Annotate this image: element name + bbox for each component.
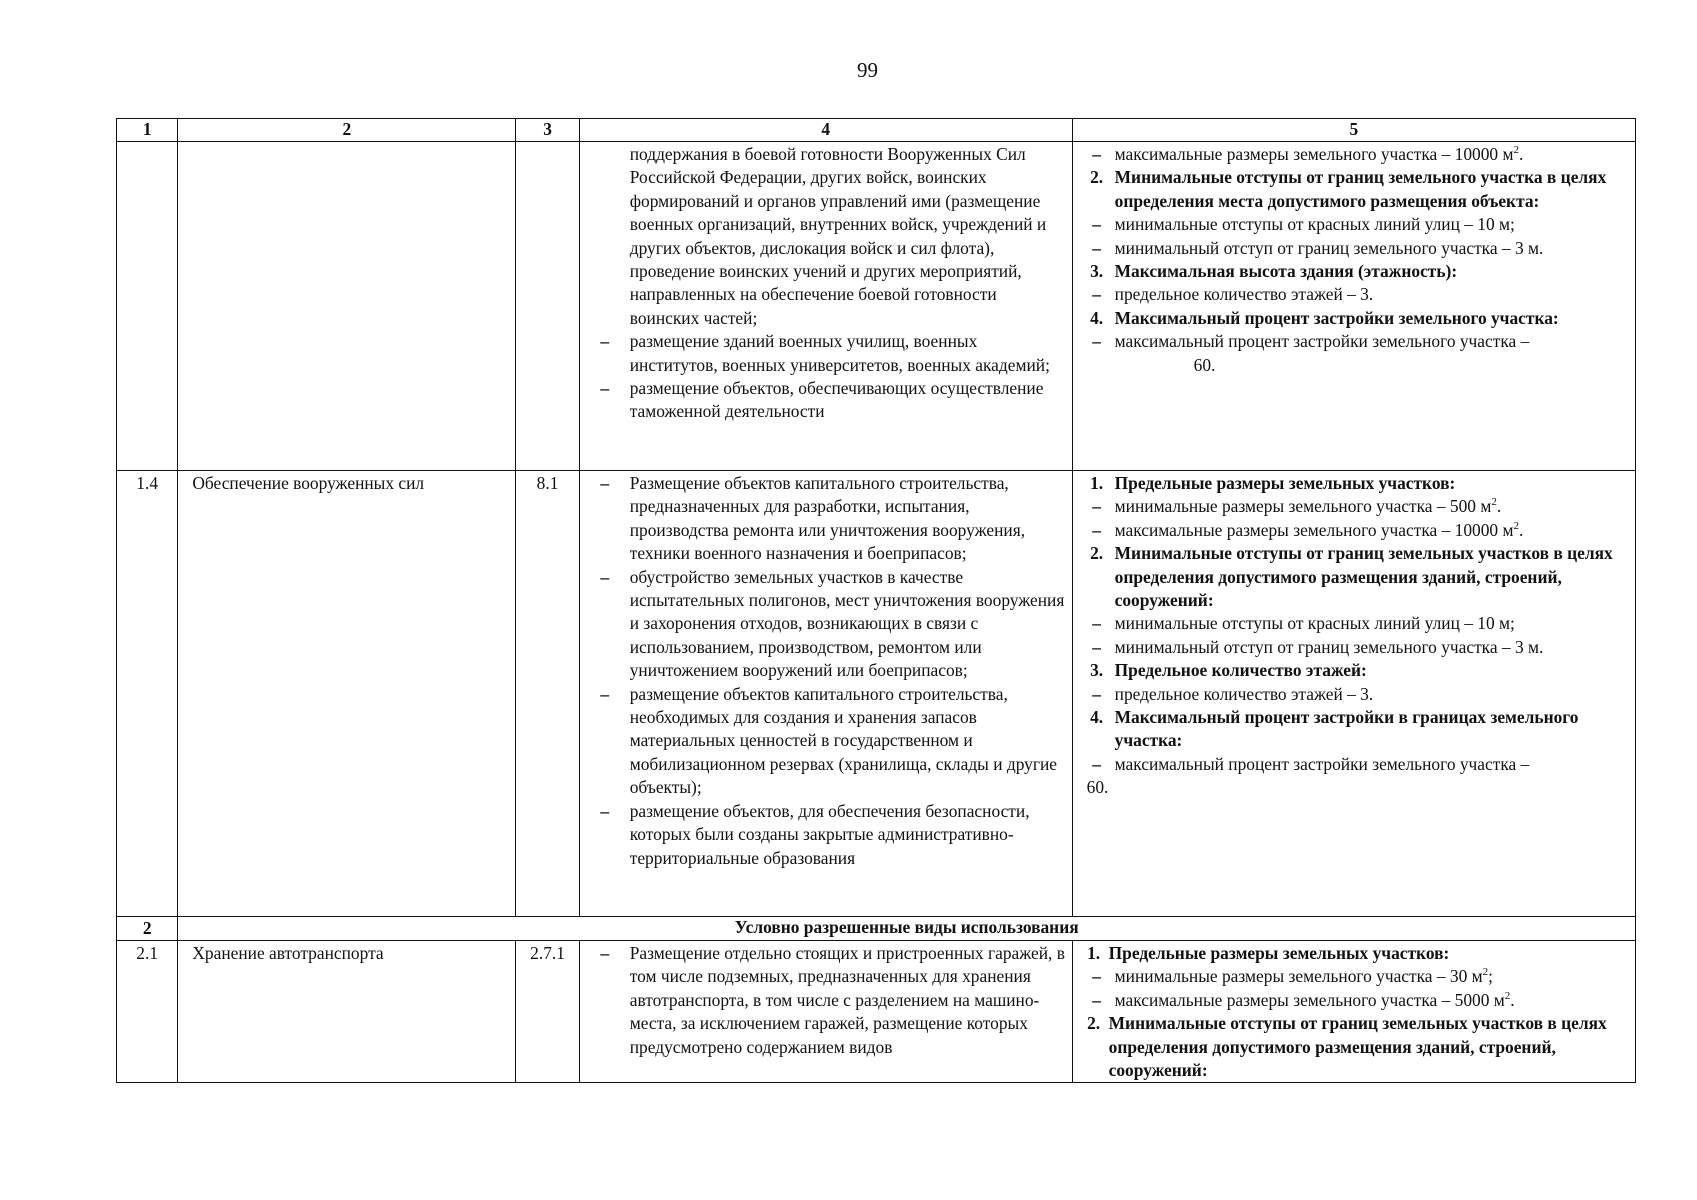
heading-text: Максимальный процент застройки земельного участка: (1114, 307, 1559, 328)
col-header-5: 5 (1072, 119, 1635, 142)
row-number: 1.4 (117, 471, 178, 917)
dash-bullet: – (1092, 613, 1101, 634)
heading-number: 3. (1090, 261, 1104, 282)
dash-bullet: – (1092, 496, 1101, 517)
dash-bullet: – (1092, 284, 1101, 305)
superscript: 2 (1504, 990, 1511, 1003)
list-item (580, 472, 1066, 566)
punct: . (1510, 989, 1515, 1010)
param-item (1079, 683, 1629, 706)
param-text: максимальные размеры земельного участка – 10000 м (1114, 144, 1514, 164)
col-header-3: 3 (516, 119, 579, 142)
list-item (580, 330, 1066, 377)
param-item (1079, 753, 1629, 776)
header-row (117, 119, 1636, 142)
param-text: минимальные отступы от красных линий улиц – 10 м; (1114, 613, 1515, 634)
param-item (1079, 495, 1629, 518)
superscript: 2 (1491, 496, 1497, 509)
param-heading (1079, 1012, 1629, 1082)
param-text: предельное количество этажей – 3. (1114, 284, 1374, 305)
list-item-text: размещение объектов, обеспечивающих осуществление таможенной деятельности (629, 378, 1044, 422)
param-text: минимальные размеры земельного участка – 500 м (1114, 496, 1492, 517)
list-item-text: обустройство земельных участков в качестве испытательных полигонов, мест уничтожения вооружения и захоронения отходов, возникающих в связи с использованием, производством, ремонтом или уничтожением вооружений или боеприпасов; (629, 566, 1065, 681)
heading-text: Минимальные отступы от границ земельного участка в целях определения места допустимого размещения объекта: (1114, 167, 1607, 211)
param-text: минимальные размеры земельного участка – 30 м (1114, 966, 1483, 987)
dash-bullet: – (1092, 989, 1101, 1010)
list-item (580, 800, 1066, 870)
dash-bullet: – (600, 566, 610, 587)
param-item (1079, 213, 1629, 236)
use-name: Обеспечение вооруженных сил (178, 471, 516, 917)
param-text: максимальные размеры земельного участка – 5000 м (1114, 989, 1505, 1010)
list-item-text: размещение объектов капитального строительства, необходимых для создания и хранения запасов материальных ценностей в государственном и мобилизационном резервах (хранилища, склады и другие объекты); (629, 683, 1058, 798)
use-name (178, 142, 516, 471)
param-heading (1079, 542, 1629, 612)
param-item (1079, 283, 1629, 306)
superscript: 2 (1513, 520, 1519, 533)
param-item (1079, 519, 1629, 542)
use-description (579, 941, 1072, 1083)
heading-number: 1. (1090, 473, 1104, 493)
use-code: 2.7.1 (516, 941, 579, 1083)
table-row (117, 471, 1636, 917)
dash-bullet: – (600, 331, 610, 352)
use-parameters (1072, 142, 1635, 471)
list-item (580, 942, 1066, 1059)
table-row (117, 142, 1636, 471)
superscript: 2 (1513, 144, 1519, 157)
dash-bullet: – (600, 683, 610, 704)
section-number: 2 (117, 917, 178, 941)
param-item (1079, 143, 1629, 166)
section-title: Условно разрешенные виды использования (178, 917, 1636, 941)
superscript: 2 (1482, 966, 1489, 979)
dash-bullet: – (1092, 214, 1101, 235)
param-text: максимальные размеры земельного участка – 10000 м (1114, 519, 1514, 540)
param-text: минимальные отступы от красных линий улиц – 10 м; (1114, 214, 1515, 235)
section-row (117, 917, 1636, 941)
heading-number: 4. (1090, 307, 1104, 328)
dash-bullet: – (1092, 683, 1101, 704)
param-heading (1079, 659, 1629, 682)
punct: ; (1488, 966, 1494, 987)
dash-bullet: – (1092, 237, 1101, 258)
use-code: 8.1 (516, 471, 579, 917)
param-heading (1079, 166, 1629, 213)
heading-number: 1. (1087, 943, 1101, 963)
param-text: минимальный отступ от границ земельного участка – 3 м. (1114, 636, 1544, 657)
param-item (1079, 636, 1629, 659)
param-heading (1079, 260, 1629, 283)
heading-text: Минимальные отступы от границ земельных участков в целях определения допустимого размещения зданий, строений, сооружений: (1108, 1013, 1607, 1081)
use-parameters (1072, 471, 1635, 917)
list-item-text: размещение зданий военных училищ, военных институтов, военных университетов, военных академий; (629, 331, 1050, 375)
heading-text: Минимальные отступы от границ земельных участков в целях определения допустимого размещения зданий, строений, сооружений: (1114, 543, 1613, 611)
param-value-tail: 60. (1193, 354, 1216, 375)
col-header-2: 2 (178, 119, 516, 142)
list-item (580, 566, 1066, 683)
heading-text: Максимальная высота здания (этажность): (1114, 261, 1458, 282)
col-header-4: 4 (579, 119, 1072, 142)
use-description (579, 142, 1072, 471)
param-item (1079, 612, 1629, 635)
param-text: максимальный процент застройки земельного участка – (1114, 753, 1530, 774)
dash-bullet: – (1092, 144, 1101, 164)
heading-number: 2. (1090, 543, 1104, 564)
param-item (1079, 237, 1629, 260)
dash-bullet: – (1092, 519, 1101, 540)
param-item (1079, 330, 1629, 353)
heading-text: Предельные размеры земельных участков: (1114, 473, 1456, 493)
dash-bullet: – (600, 378, 610, 399)
dash-bullet: – (600, 943, 610, 963)
dash-bullet: – (1092, 331, 1101, 352)
heading-number: 4. (1090, 707, 1104, 728)
regulations-table (116, 118, 1636, 1083)
dash-bullet: – (1092, 753, 1101, 774)
dash-bullet: – (1092, 966, 1101, 987)
heading-number: 2. (1087, 1013, 1101, 1034)
use-name: Хранение автотранспорта (178, 941, 516, 1083)
heading-text: Предельное количество этажей: (1114, 660, 1367, 681)
param-heading (1079, 706, 1629, 753)
row-number (117, 142, 178, 471)
param-heading (1079, 942, 1629, 965)
list-item-text: Размещение отдельно стоящих и пристроенных гаражей, в том числе подземных, предназначенных для хранения автотранспорта, в том числе с разделением на машино-места, за исключением гаражей, размещение которых предусмотрено содержанием видов (629, 943, 1065, 1057)
heading-number: 3. (1090, 660, 1104, 681)
param-item (1079, 989, 1629, 1012)
dash-bullet: – (600, 800, 610, 821)
param-text: предельное количество этажей – 3. (1114, 683, 1374, 704)
heading-text: Предельные размеры земельных участков: (1108, 943, 1450, 963)
list-item-text: Размещение объектов капитального строительства, предназначенных для разработки, испытания, производства ремонта или уничтожения вооружения, техники военного назначения и боеприпасов; (629, 473, 1026, 564)
dash-bullet: – (1092, 636, 1101, 657)
param-text: минимальный отступ от границ земельного участка – 3 м. (1114, 237, 1544, 258)
list-item (580, 683, 1066, 800)
punct: . (1496, 496, 1502, 517)
list-item (580, 377, 1066, 424)
heading-text: Максимальный процент застройки в границах земельного участка: (1114, 707, 1579, 751)
table-row (117, 941, 1636, 1083)
page-number: 99 (857, 58, 878, 82)
param-heading (1079, 307, 1629, 330)
col-header-1: 1 (117, 119, 178, 142)
punct: . (1518, 144, 1524, 164)
param-text: максимальный процент застройки земельного участка – (1114, 331, 1530, 352)
list-item-text: размещение объектов, для обеспечения безопасности, которых были созданы закрытые административно-территориальные образования (629, 800, 1030, 868)
use-description (579, 471, 1072, 917)
description-continuation: поддержания в боевой готовности Вооруженных Сил Российской Федерации, других войск, воинских формирований и органов управлений ими (размещение военных организаций, внутренних войск, учреждений и других объектов, дислокация войск и сил флота), проведение воинских учений и других мероприятий, направленных на обеспечение боевой готовности воинских частей; (629, 144, 1047, 328)
param-item (1079, 965, 1629, 988)
param-heading (1079, 472, 1629, 495)
row-number: 2.1 (117, 941, 178, 1083)
punct: . (1518, 519, 1524, 540)
heading-number: 2. (1090, 167, 1104, 188)
dash-bullet: – (600, 473, 610, 493)
param-value-tail: 60. (1086, 777, 1109, 798)
use-parameters (1072, 941, 1635, 1083)
use-code (516, 142, 579, 471)
